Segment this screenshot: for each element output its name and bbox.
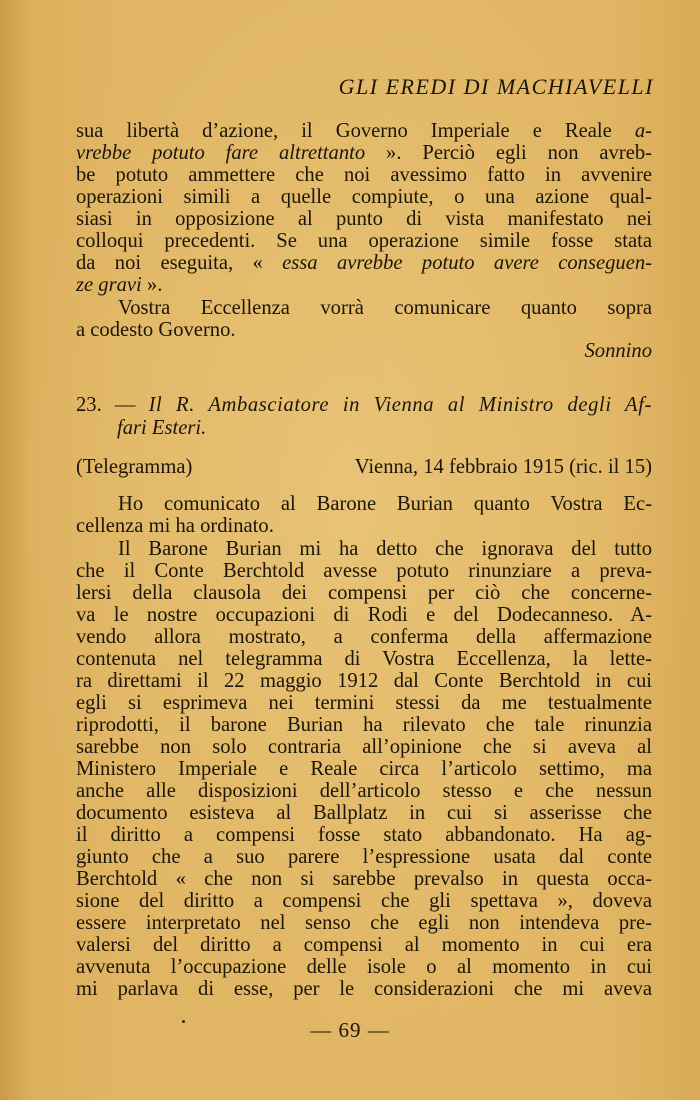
telegram-type: (Telegramma) [76,456,193,478]
text-line: documento esisteva al Ballplatz in cui si asserisse che [76,802,652,824]
text-line: vendo allora mostrato, a conferma della affermazione [76,626,652,648]
text-line: da noi eseguita, « essa avrebbe potuto avere conseguen- [76,252,653,274]
text-line: operazioni simili a quelle compiute, o una azione qual- [76,186,652,208]
text-line: avvenuta l’occupazione delle isole o al momento in cui [76,956,652,978]
text-line: lersi della clausola dei compensi per ciò che concerne- [76,582,652,604]
text-line: ze gravi ». [76,274,163,296]
text-line: sarebbe non solo contraria all’opinione che si aveva al [76,736,652,758]
document-heading [76,394,652,417]
text-line: anche alle disposizioni dell’articolo stesso e che nessun [76,780,652,802]
document-title: Il R. Ambasciatore in Vienna al Ministro degli Af- [148,394,652,416]
text-line: riprodotti, il barone Burian ha rilevato che tale rinunzia [76,714,652,736]
document-title-continuation: fari Esteri. [117,417,207,439]
text-line: sione del diritto a compensi che gli spettava », doveva [76,890,652,912]
page-number: — 69 — [310,1018,390,1042]
text-line: Il Barone Burian mi ha detto che ignorava del tutto [118,538,652,560]
text-line: essere interpretato nel senso che egli non intendeva pre- [76,912,652,934]
text-line: mi parlava di esse, per le considerazioni che mi aveva [76,978,652,1000]
text-line: il diritto a compensi fosse stato abbandonato. Ha ag- [76,824,652,846]
text-line: Ho comunicato al Barone Burian quanto Vostra Ec- [118,493,652,515]
text-line: cellenza mi ha ordinato. [76,515,274,537]
text-line: sua libertà d’azione, il Governo Imperiale e Reale a- [76,120,652,142]
text-line: colloqui precedenti. Se una operazione simile fosse stata [76,230,652,252]
text-line: giunto che a suo parere l’espressione usata dal conte [76,846,652,868]
document-number: 23. — [76,394,149,416]
text-line: va le nostre occupazioni di Rodi e del Dodecanneso. A- [76,604,652,626]
text-line: a codesto Governo. [76,319,236,341]
running-head: GLI EREDI DI MACHIAVELLI [338,74,654,99]
signature: Sonnino [584,340,652,362]
text-line: ra direttami il 22 maggio 1912 dal Conte Berchtold in cui [76,670,652,692]
text-line: siasi in opposizione al punto di vista manifestato nei [76,208,652,230]
text-line: Berchtold « che non si sarebbe prevalso in questa occa- [76,868,652,890]
text-line: che il Conte Berchtold avesse potuto rinunziare a preva- [76,560,652,582]
text-line: Vostra Eccellenza vorrà comunicare quanto sopra [118,297,652,319]
text-line: be potuto ammettere che noi avessimo fatto in avvenire [76,164,652,186]
text-line: vrebbe potuto fare altrettanto ». Perciò egli non avreb- [76,142,652,164]
text-line: egli si esprimeva nei termini stessi da me testualmente [76,692,652,714]
text-line: contenuta nel telegramma di Vostra Eccellenza, la lette- [76,648,652,670]
text-line: Ministero Imperiale e Reale circa l’articolo settimo, ma [76,758,652,780]
telegram-date: Vienna, 14 febbraio 1915 (ric. il 15) [354,456,652,478]
text-line: valersi del diritto a compensi al momento in cui era [76,934,652,956]
